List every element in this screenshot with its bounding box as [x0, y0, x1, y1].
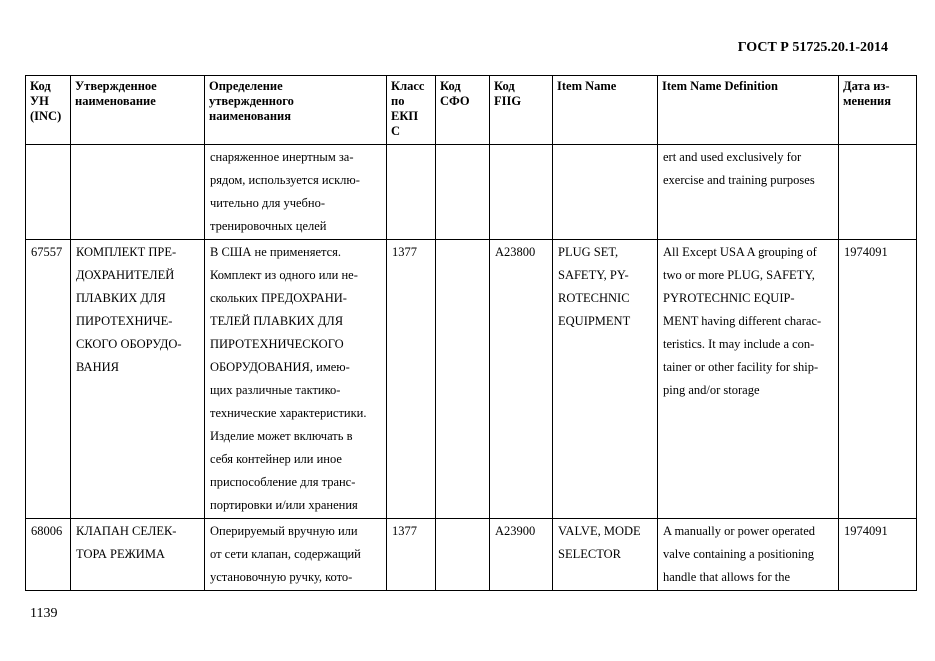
table-row	[26, 519, 917, 591]
col-header-fiig: Код FIIG	[490, 76, 553, 145]
cell-definition: Оперируемый вручную или от сети клапан, содержащий установочную ручку, кото-	[205, 519, 387, 591]
cell-inc: 67557	[26, 240, 71, 519]
cell-change-date: 1974091	[839, 240, 917, 519]
cell-fiig: A23800	[490, 240, 553, 519]
col-header-item-name: Item Name	[553, 76, 658, 145]
cell-approved-name	[71, 145, 205, 240]
cell-definition: В США не применяется. Комплект из одного или не- скольких ПРЕДОХРАНИ- ТЕЛЕЙ ПЛАВКИХ ДЛЯ ПИРОТЕХНИЧЕСКОГО ОБОРУДОВАНИЯ, имею- щих различные тактико- технические характеристики. Изделие может включать в себя контейнер или иное приспособление для транс- портировки и/или хранения	[205, 240, 387, 519]
cell-item-name: VALVE, MODE SELECTOR	[553, 519, 658, 591]
cell-definition: снаряженное инертным за- рядом, используется исклю- чительно для учебно- тренировочных целей	[205, 145, 387, 240]
cell-class: 1377	[387, 240, 436, 519]
cell-fiig	[490, 145, 553, 240]
catalog-table	[25, 75, 917, 591]
cell-sfo	[436, 240, 490, 519]
cell-change-date	[839, 145, 917, 240]
cell-inc	[26, 145, 71, 240]
cell-class: 1377	[387, 519, 436, 591]
table-row	[26, 240, 917, 519]
cell-item-definition: ert and used exclusively for exercise and training purposes	[658, 145, 839, 240]
col-header-sfo: Код СФО	[436, 76, 490, 145]
cell-item-definition: All Except USA A grouping of two or more PLUG, SAFETY, PYROTECHNIC EQUIP- MENT having different charac- teristics. It may include a con- tainer or other facility for ship- ping and/or storage	[658, 240, 839, 519]
table-header-row	[26, 76, 917, 145]
document-standard-header: ГОСТ Р 51725.20.1-2014	[737, 40, 888, 55]
col-header-definition: Определение утвержденного наименования	[205, 76, 387, 145]
col-header-class: Класс по ЕКП С	[387, 76, 436, 145]
cell-change-date: 1974091	[839, 519, 917, 591]
col-header-change-date: Дата из- менения	[839, 76, 917, 145]
col-header-approved-name: Утвержденное наименование	[71, 76, 205, 145]
page-number: 1139	[30, 606, 58, 621]
col-header-inc: Код УН (INC)	[26, 76, 71, 145]
table-row	[26, 145, 917, 240]
cell-item-definition: A manually or power operated valve containing a positioning handle that allows for the	[658, 519, 839, 591]
cell-item-name: PLUG SET, SAFETY, PY- ROTECHNIC EQUIPMENT	[553, 240, 658, 519]
cell-sfo	[436, 145, 490, 240]
cell-inc: 68006	[26, 519, 71, 591]
cell-approved-name: КЛАПАН СЕЛЕК- ТОРА РЕЖИМА	[71, 519, 205, 591]
cell-fiig: A23900	[490, 519, 553, 591]
cell-approved-name: КОМПЛЕКТ ПРЕ- ДОХРАНИТЕЛЕЙ ПЛАВКИХ ДЛЯ ПИРОТЕХНИЧЕ- СКОГО ОБОРУДО- ВАНИЯ	[71, 240, 205, 519]
cell-sfo	[436, 519, 490, 591]
col-header-item-name-definition: Item Name Definition	[658, 76, 839, 145]
cell-item-name	[553, 145, 658, 240]
cell-class	[387, 145, 436, 240]
